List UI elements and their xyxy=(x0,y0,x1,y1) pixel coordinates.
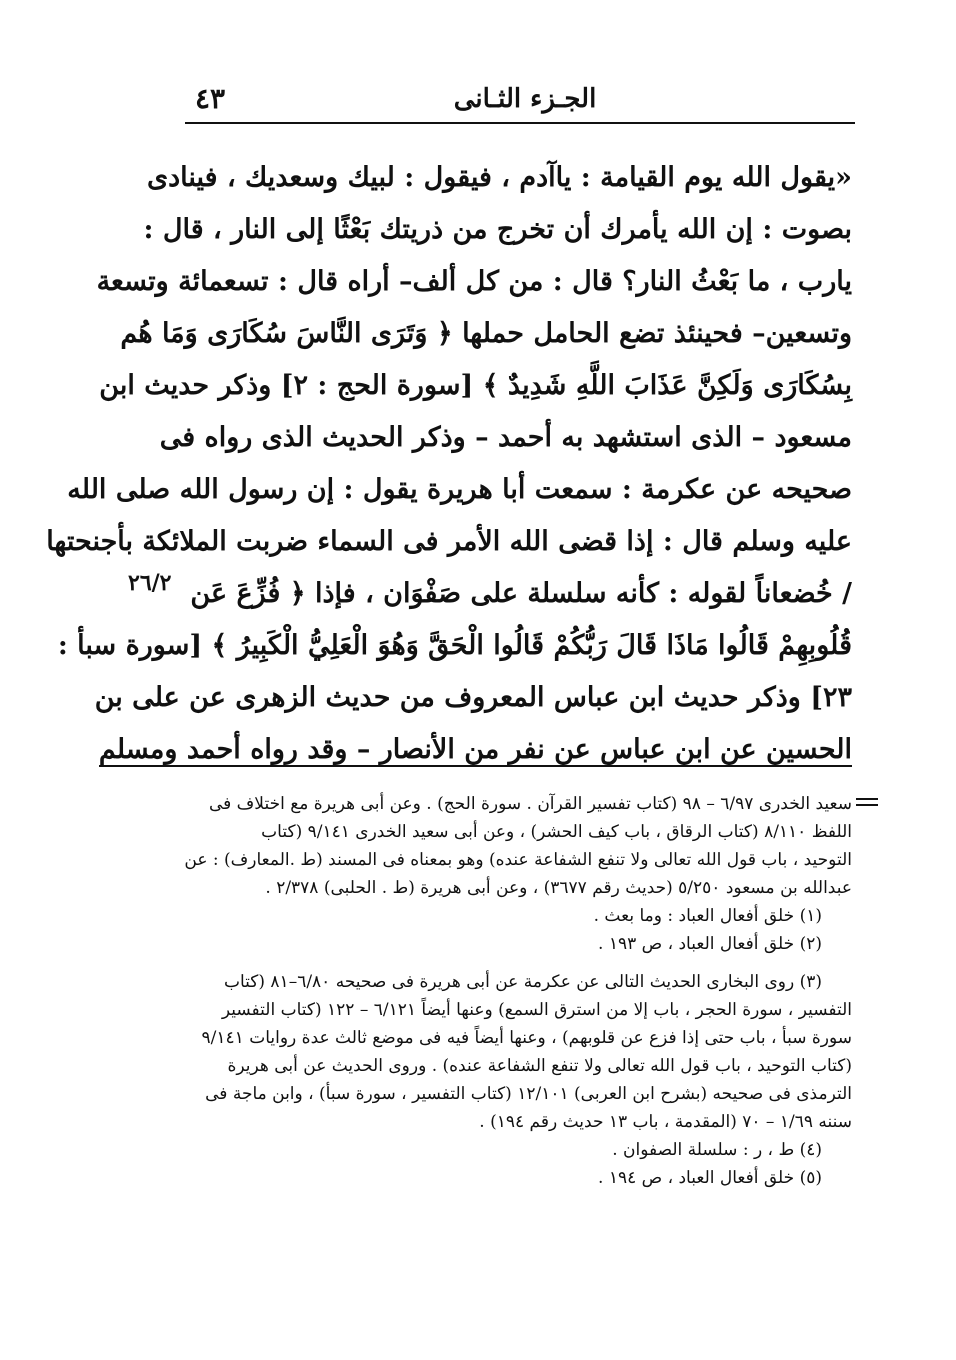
page-number: ٤٣ xyxy=(195,82,226,115)
text-line: عليه وسلم قال : إذا قضى الله الأمر فى السماء ضربت الملائكة بأجنحتها xyxy=(46,526,852,557)
text-line: ٢٣] وذكر حديث ابن عباس المعروف من حديث الزهرى عن على بن xyxy=(94,682,852,713)
text-line: مسعود – الذى استشهد به أحمد – وذكر الحديث الذى رواه فى xyxy=(159,422,852,453)
footnote-3-line: (كتاب التوحيد ، باب قول الله تعالى ولا تنفع الشفاعة عنده) . وروى الحديث عن أبى هريرة xyxy=(227,1056,852,1076)
running-title: الجـزء الثـانى xyxy=(453,84,597,114)
footnote-3-line: سورة سبأ ، باب حتى إذا فزع عن قلوبهم) ، وعنها أيضاً فيه فى موضع ثالث عدة روايات ٩/١٤١ xyxy=(201,1028,852,1048)
footnote-line: سعيد الخدرى ٦/٩٧ – ٩٨ (كتاب تفسير القرآن . سورة الحج) . وعن أبى هريرة مع اختلاف فى xyxy=(208,794,852,814)
footnote-3-line: (٣) روى البخارى الحديث التالى عن عكرمة عن أبى هريرة فى صحيحه ٦/٨٠–٨١ (كتاب xyxy=(223,972,822,992)
text-line: / خُضعاناً لقوله : كأنه سلسلة على صَفْوَان ، فإذا ﴿ فُزِّعَ عَن xyxy=(190,578,852,609)
text-line: وتسعين– فحينئذ تضع الحامل حملها ﴿ وَتَرَى النَّاسَ سُكَارَى وَمَا هُم xyxy=(120,318,852,349)
text-line: قُلُوبِهِمْ قَالُوا مَاذَا قَالَ رَبُّكُمْ قَالُوا الْحَقَّ وَهُوَ الْعَلِيُّ الْكَبِيرُ ﴾ [سورة سبأ : xyxy=(57,630,852,661)
footnote-3-line: التفسير ، سورة الحجر ، باب إلا من استرق السمع) وعنها أيضاً ٦/١٢١ – ١٢٢ (كتاب التفسير xyxy=(221,1000,852,1020)
footnote-line: عبدالله بن مسعود ٥/٢٥٠ (حديث رقم ٣٦٧٧) ، وعن أبى هريرة (ط . الحلبى) ٢/٣٧٨ . xyxy=(265,878,852,898)
text-line: صحيحه عن عكرمة : سمعت أبا هريرة يقول : إن رسول الله صلى الله xyxy=(67,474,852,505)
underlined-text: الحسين عن ابن عباس عن نفر من الأنصار – وقد رواه أحمد ومسلم xyxy=(98,734,852,765)
footnote-line: التوحيد ، باب قول الله تعالى ولا تنفع الشفاعة عنده) وهو بمعناه فى المسند (ط .المعارف) : عن xyxy=(184,850,852,870)
footnote-continuation-marker xyxy=(856,798,878,806)
footnote-gap xyxy=(192,958,852,968)
text-line-underlined xyxy=(98,724,852,776)
page-header xyxy=(185,78,855,124)
footnote-2: (٢) خلق أفعال العباد ، ص ١٩٣ . xyxy=(598,934,822,954)
text-line: بصوت : إن الله يأمرك أن تخرج من ذريتك بَعْثًا إلى النار ، قال : xyxy=(143,214,852,245)
footnote-3-line: سننه ١/٦٩ – ٧٠ (المقدمة ، باب ١٣ حديث رقم ١٩٤) . xyxy=(479,1112,852,1132)
footnote-line: اللفظ ٨/١١٠ (كتاب الرقاق ، باب كيف الحشر) ، وعن أبى سعيد الخدرى ٩/١٤١ (كتاب xyxy=(261,822,852,842)
text-line: «يقول الله يوم القيامة : ياآدم ، فيقول : لبيك وسعديك ، فينادى xyxy=(146,162,852,193)
margin-reference: ٢٦/٢ xyxy=(128,570,172,596)
footnotes xyxy=(184,790,852,1192)
text-line: يارب ، ما بَعْثُ النار؟ قال : من كل ألف– أراه قال : تسعمائة وتسعة xyxy=(96,266,852,297)
footnote-5: (٥) خلق أفعال العباد ، ص ١٩٤ . xyxy=(598,1168,822,1188)
text-line: بِسُكَارَى وَلَكِنَّ عَذَابَ اللَّهِ شَدِيدٌ ﴾ [سورة الحج : ٢] وذكر حديث ابن xyxy=(99,370,852,401)
footnote-3-line: الترمذى فى صحيحه (بشرح ابن العربى) ١٢/١٠١ (كتاب التفسير ، سورة سبأ) ، وابن ماجة فى xyxy=(205,1084,852,1104)
footnote-1: (١) خلق أفعال العباد : وما بعث . xyxy=(593,906,822,926)
footnote-4: (٤) ط ، ر : سلسلة الصفوان . xyxy=(612,1140,822,1160)
